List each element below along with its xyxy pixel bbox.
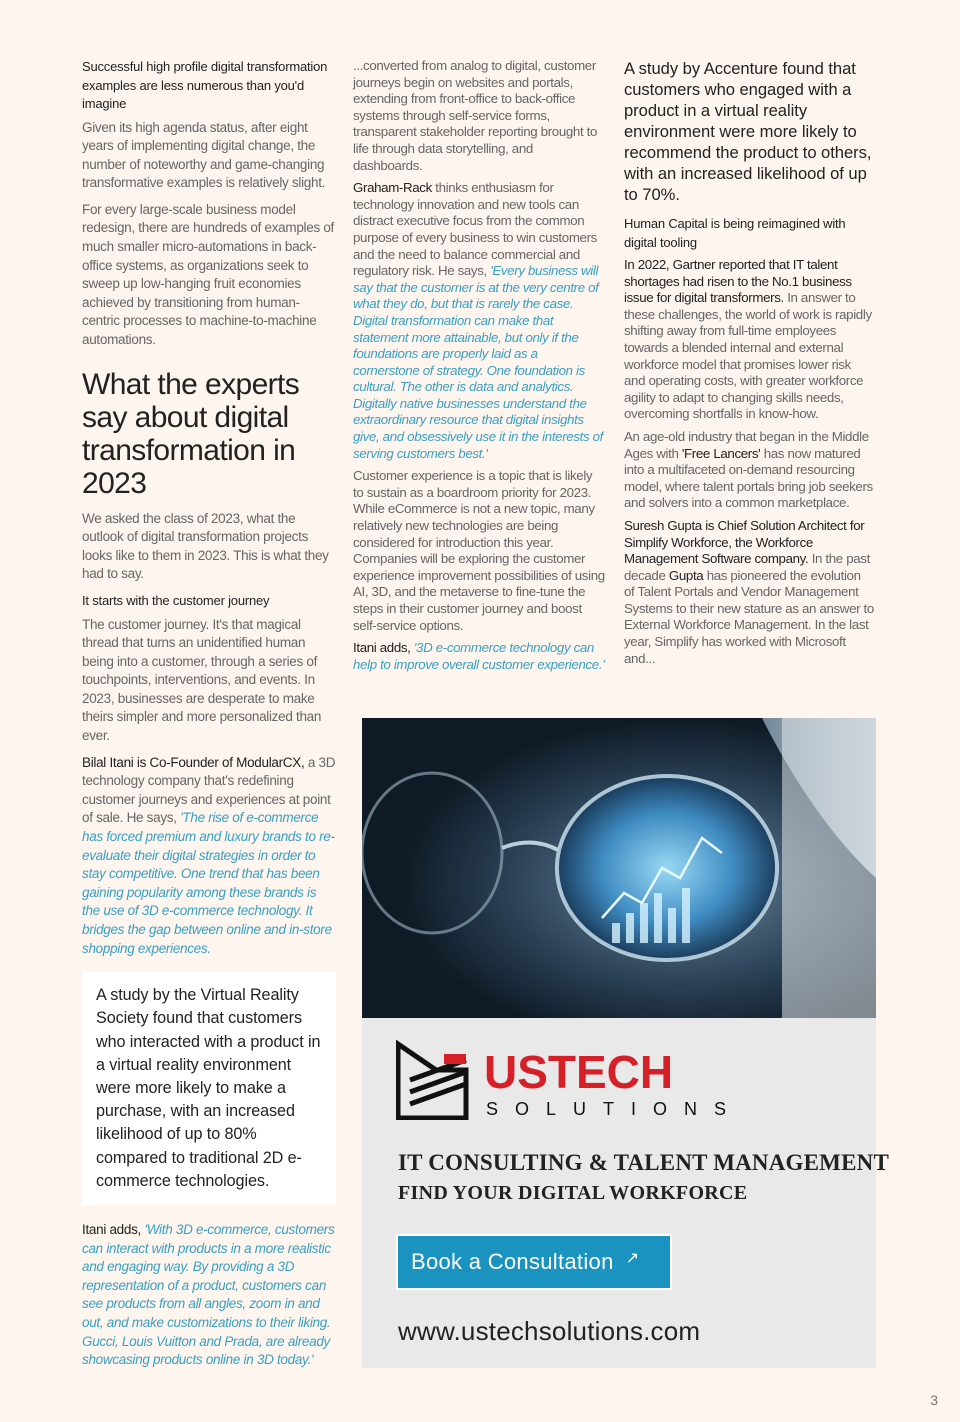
external-link-icon: ↗ (625, 1250, 640, 1267)
column-3 (624, 58, 874, 673)
paragraph: We asked the class of 2023, what the outlook of digital transformation projects looks like to them in 2023. This is what they had to say. (82, 510, 329, 582)
paragraph-itani: Bilal Itani is Co-Founder of ModularCX, a 3D technology company that's redefining customer journeys and experiences at point of sale. He says, 'The rise of e-commerce has forced premium and luxury brands to re-evaluate their digital strategies in order to stay competitive. One trend that has been gaining popularity among these brands is the use of 3D e-commerce technology. It bridges the gap between online and in-store shopping experiences. (82, 754, 336, 956)
paragraph: The customer journey. It's that magical thread that turns an unidentified human being into a customer, through a series of touchpoints, interventions, and events. In 2023, businesses are desperate to make theirs simpler and more personalized than ever. (82, 616, 322, 744)
quote: '3D e-commerce technology can help to improve overall customer experience.' (353, 640, 605, 672)
page-number: 3 (930, 1392, 938, 1408)
ustech-advertisement (362, 718, 889, 1368)
book-consultation-label: Book a Consultation (411, 1249, 614, 1274)
paragraph: In 2022, Gartner reported that IT talent shortages had risen to the No.1 business issue for digital transformers. In answer to these challenges, the world of work is rapidly shifting away from full-time employees towards a blended internal and external workforce model that promises lower risk and operating costs, with greater workforce agility to adapt to changing skills needs, overcoming shortfalls in know-how. (624, 257, 872, 422)
paragraph-graham-rack: Graham-Rack thinks enthusiasm for technology innovation and new tools can distract executive focus from the common purpose of every business to win customers and the need to balance commercial and regulatory risk. He says, 'Every business will say that the customer is at the very centre of what they do, but that is rarely the case. Digital transformation can make that statement more attainable, but only if the foundations are properly laid as a cornerstone of strategy. One foundation is cultural. The other is data and analytics. Digitally native businesses understand the extraordinary resource that digital insights give, and obsessively use it in the interests of serving customers best.' (353, 180, 604, 461)
paragraph: ...converted from analog to digital, customer journeys begin on websites and portals, extending from front-office to back-office systems through self-service forms, transparent stakeholder reporting brought to life through data storytelling, and dashboards. (353, 58, 598, 173)
ustech-logo (396, 1040, 736, 1120)
paragraph-itani-adds: Itani adds, '3D e-commerce technology can help to improve overall customer experience.' (353, 640, 605, 672)
quote: 'With 3D e-commerce, customers can interact with products in a more realistic and engaging way. By providing a 3D representation of a product, customers can see products from all angles, zoom in and out, and make customizations to their liking. Gucci, Louis Vuitton and Prada, are already showcasing products online in 3D today.' (82, 1222, 335, 1368)
ad-tagline-1: IT CONSULTING & TALENT MANAGEMENT (398, 1150, 889, 1175)
section-heading-customer-journey: It starts with the customer journey (82, 593, 270, 608)
logo-text-sub: SOLUTIONS (486, 1099, 736, 1119)
book-consultation-button[interactable] (396, 1234, 672, 1290)
pull-quote-box: A study by the Virtual Reality Society found that customers who interacted with a product in a virtual reality environment were more likely to make a purchase, with an increased likelihood of up to 80% compared to traditional 2D e-commerce technologies. (82, 972, 336, 1205)
column-2 (353, 58, 605, 679)
website-link[interactable]: www.ustechsolutions.com (398, 1316, 701, 1346)
article-title: What the experts say about digital transformation in 2023 (82, 367, 300, 500)
paragraph: An age-old industry that began in the Middle Ages with 'Free Lancers' has now matured into a multifaceted on-demand resourcing model, where talent portals bring job seekers and solvers into a common marketplace. (624, 428, 873, 511)
ad-tagline-2: FIND YOUR DIGITAL WORKFORCE (398, 1182, 748, 1204)
quote: 'Every business will say that the customer is at the very centre of what they do, but that is rarely the case. Digital transformation can make that statement more attainable, but only if the foundations are properly laid as a cornerstone of strategy. One foundation is cultural. The other is data and analytics. Digitally native businesses understand the extraordinary resource that digital insights give, and obsessively use it in the interests of serving customers best.' (353, 263, 604, 461)
paragraph: Suresh Gupta is Chief Solution Architect for Simplify Workforce, the Workforce Management Software company. In the past decade Gupta has pioneered the evolution of Talent Portals and Vendor Management Systems to their new stature as an answer to External Workforce Management. In the last year, Simplify has worked with Microsoft and... (624, 517, 874, 666)
paragraph: Customer experience is a topic that is likely to sustain as a boardroom priority for 2023. While eCommerce is not a new topic, many relatively new technologies are being considered for introduction this year. Companies will be exploring the customer experience improvement possibilities of using AI, 3D, and the metaverse to fine-tune the steps in their customer journey and boost self-service options. (353, 468, 605, 633)
quote: 'The rise of e-commerce has forced premium and luxury brands to re-evaluate their digital strategies in order to stay competitive. One trend that has been gaining popularity among these brands is the use of 3D e-commerce technology. It bridges the gap between online and in-store shopping experiences. (82, 810, 335, 956)
glasses-photo (362, 718, 876, 1018)
paragraph: For every large-scale business model redesign, there are hundreds of examples of much smaller micro-automations in back-office systems, as organizations seek to sweep up low-hanging fruit economies achieved by transitioning from human-centric processes to machine-to-machine automations. (82, 201, 335, 348)
paragraph-itani-adds: Itani adds, 'With 3D e-commerce, customers can interact with products in a more realistic and engaging way. By providing a 3D representation of a product, customers can see products from all angles, zoom in and out, and make customizations to their liking. Gucci, Louis Vuitton and Prada, are already showcasing products online in 3D today.' (82, 1222, 335, 1368)
highlight-quote: A study by Accenture found that customers who engaged with a product in a virtual reality environment were more likely to recommend the product to others, with an increased likelihood of up to 70%. (624, 59, 872, 204)
column-1 (82, 58, 336, 1378)
section-heading-human-capital: Human Capital is being reimagined with digital tooling (624, 216, 846, 250)
paragraph: Given its high agenda status, after eight years of implementing digital change, the number of noteworthy and game-changing transformative examples is relatively slight. (82, 119, 326, 191)
section-heading-examples: Successful high profile digital transformation examples are less numerous than you'd imagine (82, 59, 328, 111)
logo-text-main: USTECH (484, 1046, 674, 1098)
